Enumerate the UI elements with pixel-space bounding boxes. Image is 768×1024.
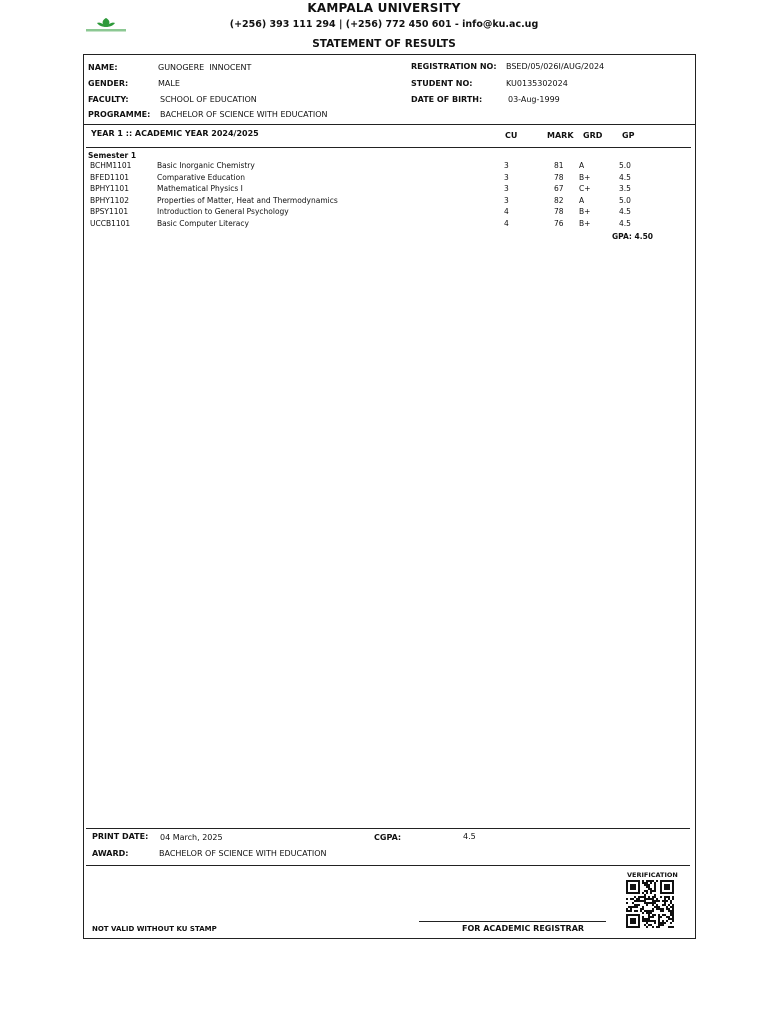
table-row	[0, 207, 768, 218]
table-row	[0, 173, 768, 184]
award-label: AWARD:	[92, 849, 129, 858]
verification-label: VERIFICATION	[627, 871, 678, 879]
course-gp: 5.0	[619, 161, 631, 170]
table-row	[0, 184, 768, 195]
dob-label: DATE OF BIRTH:	[411, 95, 483, 104]
registration-number: BSED/05/026I/AUG/2024	[506, 62, 605, 71]
course-gp: 5.0	[619, 195, 631, 205]
course-code: UCCB1101	[90, 218, 131, 228]
student-number: KU0135302024	[506, 79, 568, 88]
table-row	[0, 219, 768, 230]
course-title: Introduction to General Psychology	[157, 207, 289, 216]
divider	[84, 124, 695, 125]
col-grd: GRD	[583, 131, 603, 140]
student-faculty: SCHOOL OF EDUCATION	[160, 95, 257, 104]
date-of-birth: 03-Aug-1999	[508, 95, 560, 104]
course-mark: 67	[554, 184, 564, 193]
course-grade: B+	[579, 207, 591, 216]
programme-label: PROGRAMME:	[88, 110, 151, 119]
col-cu: CU	[505, 131, 518, 140]
course-code: BPHY1101	[90, 184, 129, 193]
divider	[86, 147, 691, 148]
course-title: Basic Inorganic Chemistry	[157, 161, 255, 170]
table-row	[0, 196, 768, 207]
course-grade: B+	[579, 218, 591, 228]
student-programme: BACHELOR OF SCIENCE WITH EDUCATION	[160, 110, 328, 119]
faculty-label: FACULTY:	[88, 95, 129, 104]
course-grade: B+	[579, 172, 591, 182]
cgpa-value: 4.5	[463, 832, 476, 841]
course-code: BFED1101	[90, 172, 130, 182]
cgpa-label: CGPA:	[374, 833, 402, 842]
col-gp: GP	[622, 131, 635, 140]
course-grade: A	[579, 195, 585, 205]
name-label: NAME:	[88, 63, 118, 72]
print-date: 04 March, 2025	[160, 833, 223, 842]
registrar-label: FOR ACADEMIC REGISTRAR	[462, 924, 585, 933]
course-gp: 4.5	[619, 172, 631, 182]
registration-label: REGISTRATION NO:	[411, 62, 497, 71]
course-cu: 3	[504, 184, 509, 193]
course-cu: 4	[504, 218, 509, 228]
course-mark: 78	[554, 172, 564, 182]
award-value: BACHELOR OF SCIENCE WITH EDUCATION	[159, 849, 327, 858]
semester-gpa: GPA: 4.50	[612, 232, 654, 241]
course-gp: 4.5	[619, 218, 631, 228]
course-mark: 81	[554, 161, 564, 170]
course-title: Mathematical Physics I	[157, 184, 243, 193]
gender-label: GENDER:	[88, 79, 129, 88]
year-heading: YEAR 1 :: ACADEMIC YEAR 2024/2025	[91, 129, 259, 138]
course-grade: C+	[579, 184, 591, 193]
student-name: GUNOGERE INNOCENT	[158, 63, 252, 72]
course-cu: 3	[504, 195, 509, 205]
course-cu: 3	[504, 161, 509, 170]
student-gender: MALE	[158, 79, 180, 88]
verification-qr-code	[626, 880, 676, 928]
divider	[86, 828, 690, 829]
semester-label: Semester 1	[88, 151, 137, 160]
document-title: STATEMENT OF RESULTS	[312, 38, 456, 50]
course-mark: 82	[554, 195, 564, 205]
course-cu: 4	[504, 207, 509, 216]
course-title: Properties of Matter, Heat and Thermodynamics	[157, 195, 338, 205]
print-date-label: PRINT DATE:	[92, 832, 149, 841]
signature-line	[419, 921, 606, 922]
course-mark: 76	[554, 218, 564, 228]
col-mark: MARK	[547, 131, 574, 140]
university-name: KAMPALA UNIVERSITY	[307, 1, 461, 15]
stamp-note: NOT VALID WITHOUT KU STAMP	[92, 925, 217, 933]
course-cu: 3	[504, 172, 509, 182]
course-grade: A	[579, 161, 585, 170]
course-mark: 78	[554, 207, 564, 216]
course-code: BPHY1102	[90, 195, 129, 205]
course-gp: 3.5	[619, 184, 631, 193]
student-no-label: STUDENT NO:	[411, 79, 473, 88]
course-title: Basic Computer Literacy	[157, 218, 249, 228]
table-row	[0, 161, 768, 172]
course-code: BCHM1101	[90, 161, 132, 170]
course-title: Comparative Education	[157, 172, 245, 182]
course-gp: 4.5	[619, 207, 631, 216]
divider	[86, 865, 690, 866]
contact-line: (+256) 393 111 294 | (+256) 772 450 601 - info@ku.ac.ug	[229, 19, 539, 30]
course-code: BPSY1101	[90, 207, 129, 216]
